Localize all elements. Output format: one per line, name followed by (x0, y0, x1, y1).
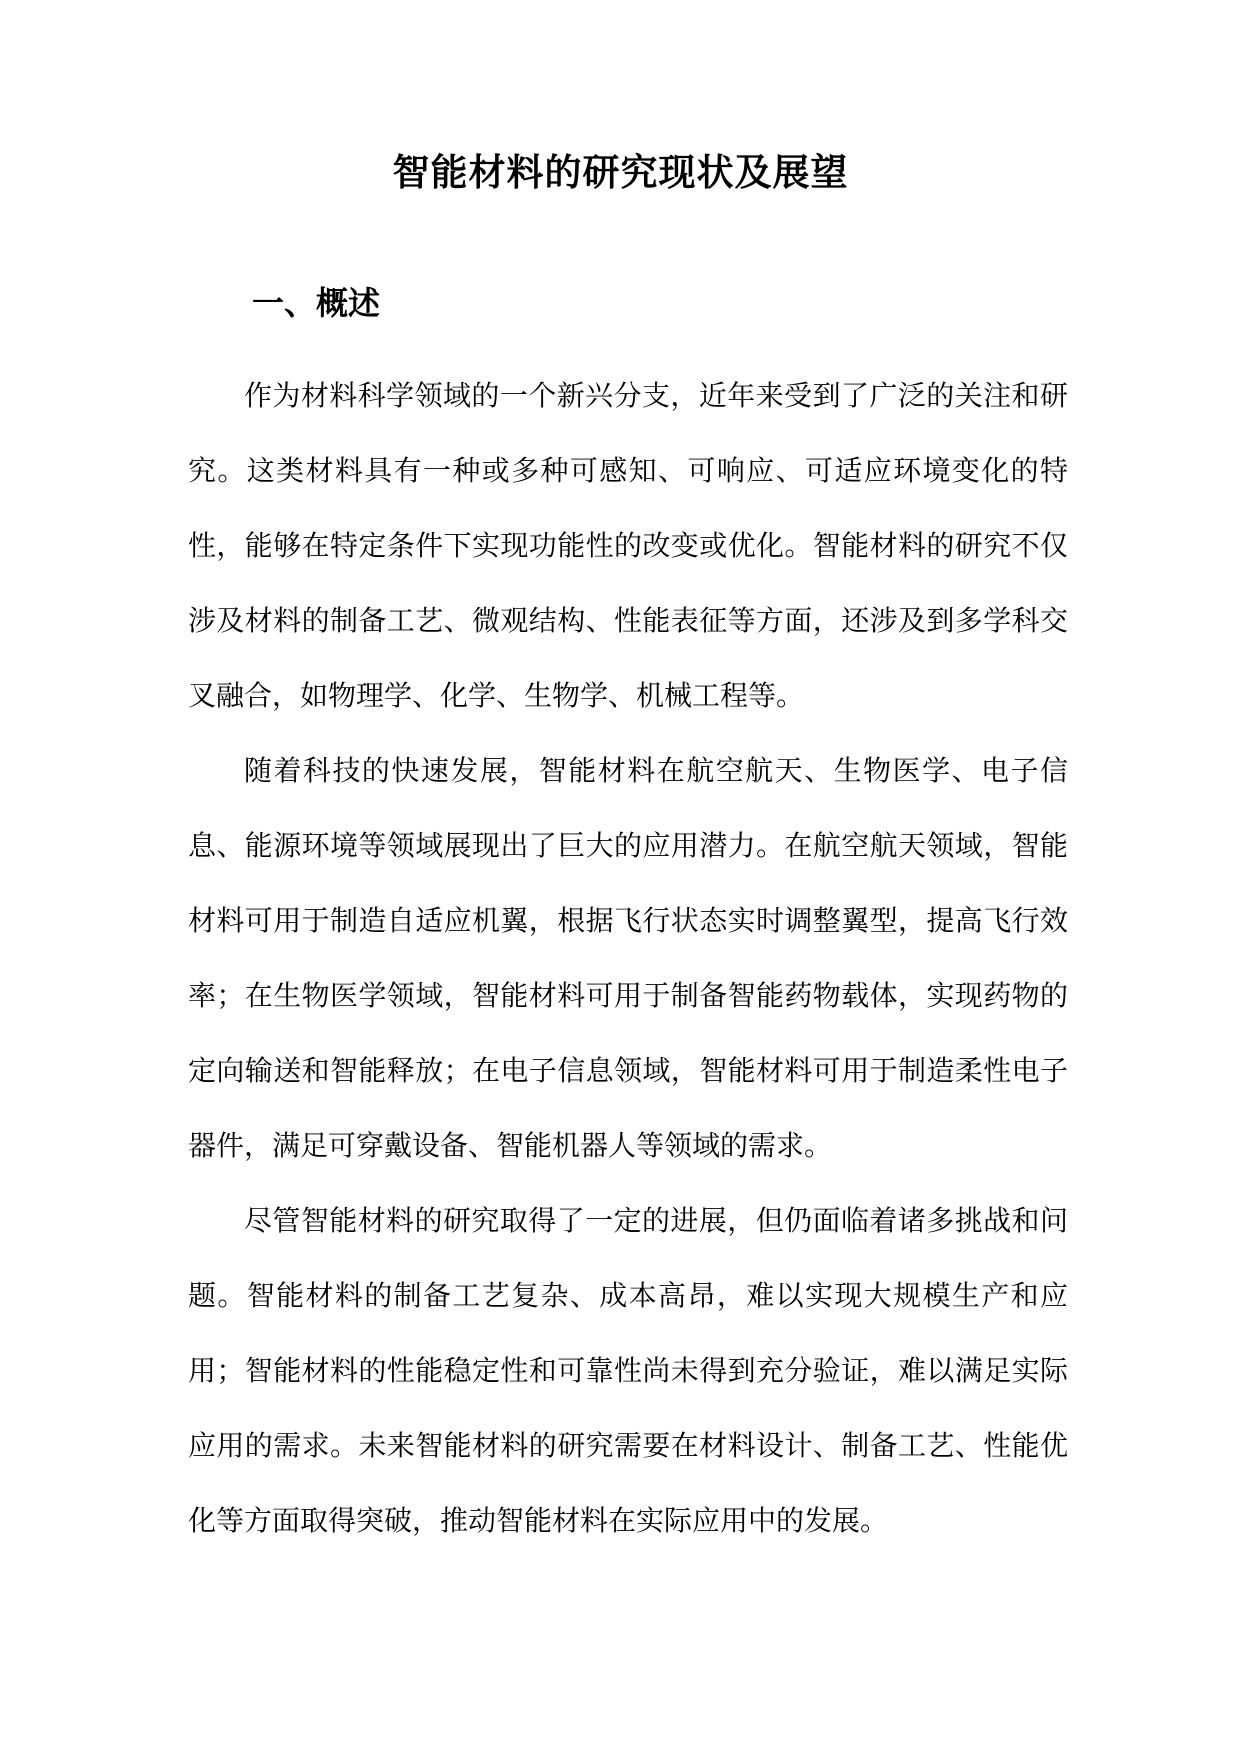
paragraph: 尽管智能材料的研究取得了一定的进展，但仍面临着诸多挑战和问题。智能材料的制备工艺复杂、成本高昂，难以实现大规模生产和应用；智能材料的性能稳定性和可靠性尚未得到充分验证，难以满足实际应用的需求。未来智能材料的研究需要在材料设计、制备工艺、性能优化等方面取得突破，推动智能材料在实际应用中的发展。 (188, 1204, 1068, 1537)
paragraph: 作为材料科学领域的一个新兴分支，近年来受到了广泛的关注和研究。这类材料具有一种或多种可感知、可响应、可适应环境变化的特性，能够在特定条件下实现功能性的改变或优化。智能材料的研究不仅涉及材料的制备工艺、微观结构、性能表征等方面，还涉及到多学科交叉融合，如物理学、化学、生物学、机械工程等。 (188, 379, 1068, 712)
paragraph: 随着科技的快速发展，智能材料在航空航天、生物医学、电子信息、能源环境等领域展现出了巨大的应用潜力。在航空航天领域，智能材料可用于制造自适应机翼，根据飞行状态实时调整翼型，提高飞行效率；在生物医学领域，智能材料可用于制备智能药物载体，实现药物的定向输送和智能释放；在电子信息领域，智能材料可用于制造柔性电子器件，满足可穿戴设备、智能机器人等领域的需求。 (188, 754, 1068, 1162)
document-body (188, 358, 1068, 1558)
section-heading: 一、概述 (252, 284, 381, 322)
document-title: 智能材料的研究现状及展望 (392, 150, 849, 194)
